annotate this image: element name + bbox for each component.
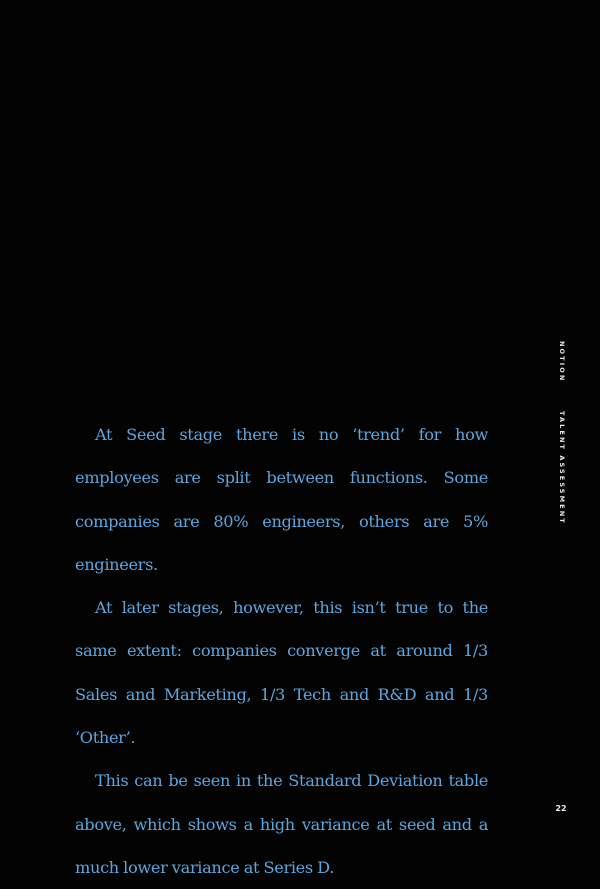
page-number: 22 — [555, 804, 567, 813]
body-text — [75, 413, 488, 889]
sidebar-section-label: TALENT ASSESSMENT — [558, 411, 566, 525]
paragraph-standard-deviation: This can be seen in the Standard Deviation table above, which shows a high variance at seed and a much lower variance at Series D. — [75, 771, 488, 877]
sidebar-brand-label: NOTION — [558, 341, 566, 383]
paragraph-later-stages: At later stages, however, this isn’t true to the same extent: companies converge at around 1/3 Sales and Marketing, 1/3 Tech and R&D and 1/3 ‘Other’. — [75, 598, 488, 748]
paragraph-seed-stage: At Seed stage there is no ‘trend’ for how employees are split between functions. Some companies are 80% engineers, others are 5% engineers. — [75, 425, 488, 574]
